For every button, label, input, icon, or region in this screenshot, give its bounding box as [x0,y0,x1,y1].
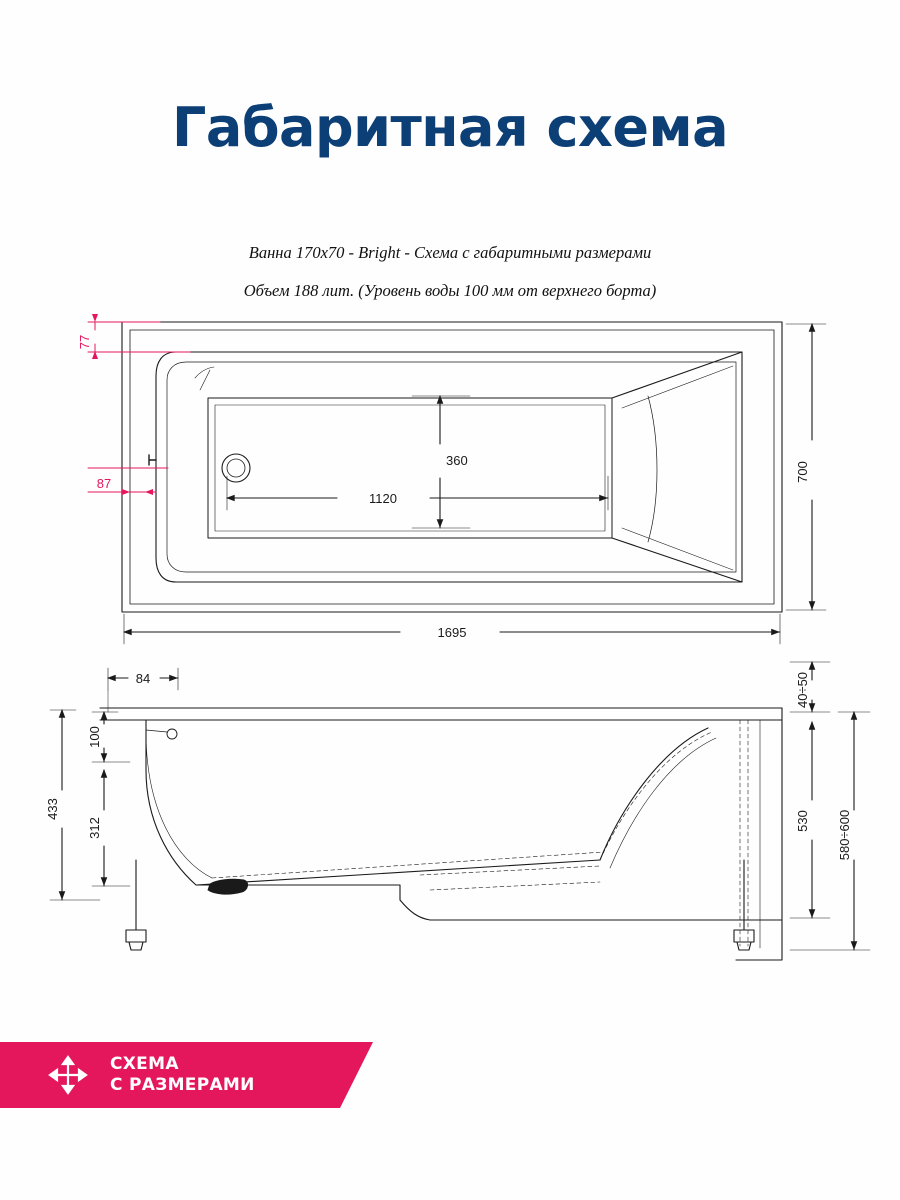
subtitle-line-2: Объем 188 лит. (Уровень воды 100 мм от верхнего борта) [243,281,657,300]
side-view-dimensions [50,662,870,950]
dim-312: 312 [87,817,102,839]
dim-1695: 1695 [437,625,467,640]
dim-40-50: 40÷50 [795,671,810,709]
banner-line-1: СХЕМА [110,1054,179,1074]
dim-87: 87 [96,476,112,491]
banner-text [110,1054,255,1096]
banner-line-2: С РАЗМЕРАМИ [110,1075,255,1095]
dim-700: 700 [795,461,810,483]
dim-360: 360 [446,453,468,468]
dim-84: 84 [135,671,151,686]
leg-left [126,860,146,950]
arrows-expand-icon [48,1055,88,1095]
dim-433: 433 [45,798,60,820]
top-view-dimensions [124,324,826,644]
dim-530: 530 [795,810,810,832]
dim-77: 77 [77,334,92,350]
dim-1120: 1120 [369,491,397,506]
bottom-banner [0,1042,340,1108]
dim-100: 100 [87,726,102,748]
leg-right [734,860,754,950]
subtitle-line-1: Ванна 170х70 - Bright - Схема с габаритными размерами [248,243,652,262]
side-view-outline [100,708,782,960]
page-title: Габаритная схема [171,96,729,159]
dim-580-600: 580÷600 [837,809,852,861]
top-view-red-dimensions [88,322,190,492]
technical-drawing [0,300,900,1000]
